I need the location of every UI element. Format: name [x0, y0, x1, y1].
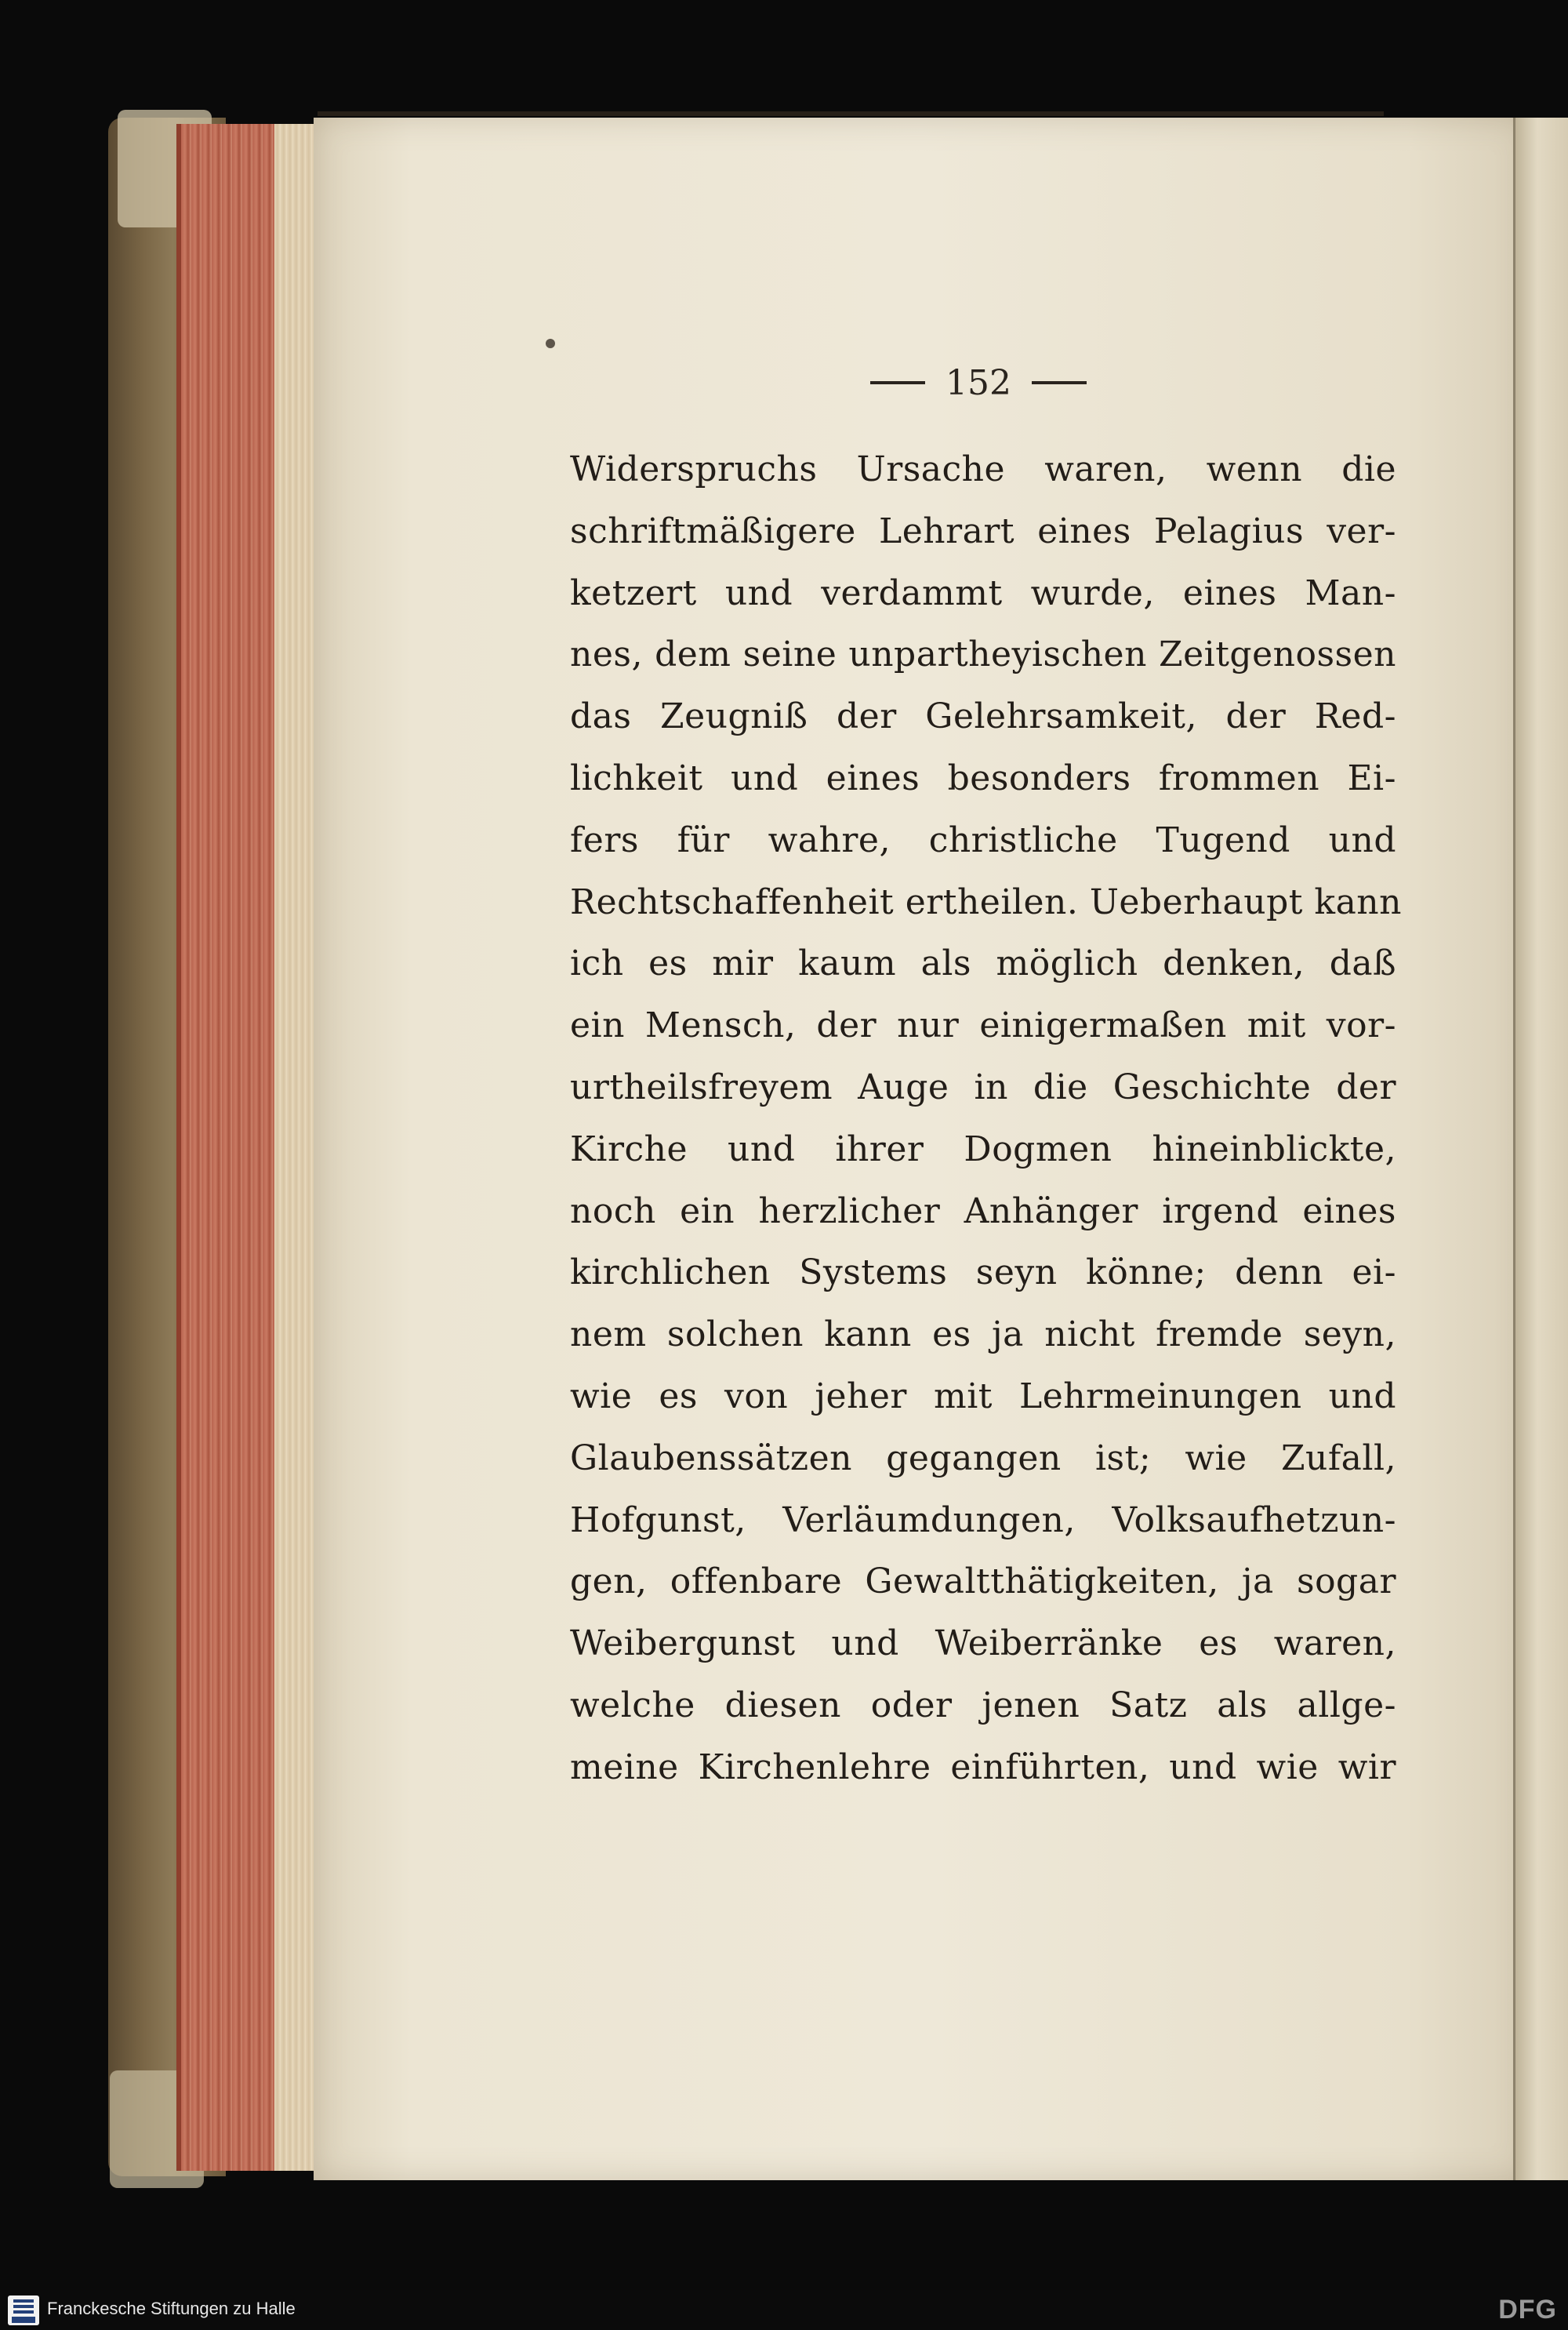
dfg-logo[interactable]: DFG — [1498, 2295, 1557, 2325]
text-line: Rechtschaffenheit ertheilen. Ueberhaupt kann — [570, 881, 1402, 922]
text-line: ein Mensch, der nur einigermaßen mit vor- — [570, 1005, 1396, 1046]
page-header — [853, 355, 1104, 410]
page-text — [570, 439, 1402, 1799]
header-dash-right — [1032, 381, 1087, 384]
text-line: nem solchen kann es ja nicht fremde seyn, — [570, 1314, 1396, 1355]
text-line: gen, offenbare Gewaltthätigkeiten, ja sogar — [570, 1561, 1396, 1602]
text-line: schriftmäßigere Lehrart eines Pelagius ver- — [570, 511, 1396, 551]
institution-credit[interactable]: Franckesche Stiftungen zu Halle — [47, 2299, 296, 2318]
text-line: das Zeugniß der Gelehrsamkeit, der Red- — [570, 696, 1396, 737]
text-line: Glaubenssätzen gegangen ist; wie Zufall, — [570, 1438, 1396, 1478]
text-line: lichkeit und eines besonders frommen Ei- — [570, 758, 1396, 798]
page-top-edge — [318, 111, 1384, 116]
ink-spot — [546, 339, 555, 348]
header-dash-left — [870, 381, 925, 384]
text-line: nes, dem seine unpartheyischen Zeitgenossen — [570, 634, 1396, 675]
text-line: Hofgunst, Verläumdungen, Volksaufhetzun- — [570, 1499, 1396, 1540]
text-line: ketzert und verdammt wurde, eines Man- — [570, 573, 1396, 613]
text-line: urtheilsfreyem Auge in die Geschichte der — [570, 1067, 1396, 1107]
text-line: ich es mir kaum als möglich denken, daß — [570, 943, 1396, 984]
text-line: Widerspruchs Ursache waren, wenn die — [570, 449, 1396, 489]
francke-foundations-logo-icon[interactable] — [8, 2295, 39, 2325]
text-line: meine Kirchenlehre einführten, und wie wir — [570, 1747, 1396, 1787]
page-number: 152 — [946, 362, 1011, 403]
text-line: fers für wahre, christliche Tugend und — [570, 820, 1396, 860]
text-line: welche diesen oder jenen Satz als allge- — [570, 1685, 1396, 1725]
text-line: Weibergunst und Weiberränke es waren, — [570, 1623, 1396, 1664]
next-page-edge — [1513, 118, 1568, 2180]
text-line: kirchlichen Systems seyn könne; denn ei- — [570, 1252, 1396, 1293]
text-line: wie es von jeher mit Lehrmeinungen und — [570, 1376, 1396, 1416]
text-line: noch ein herzlicher Anhänger irgend eines — [570, 1190, 1396, 1231]
text-line: Kirche und ihrer Dogmen hineinblickte, — [570, 1129, 1396, 1169]
